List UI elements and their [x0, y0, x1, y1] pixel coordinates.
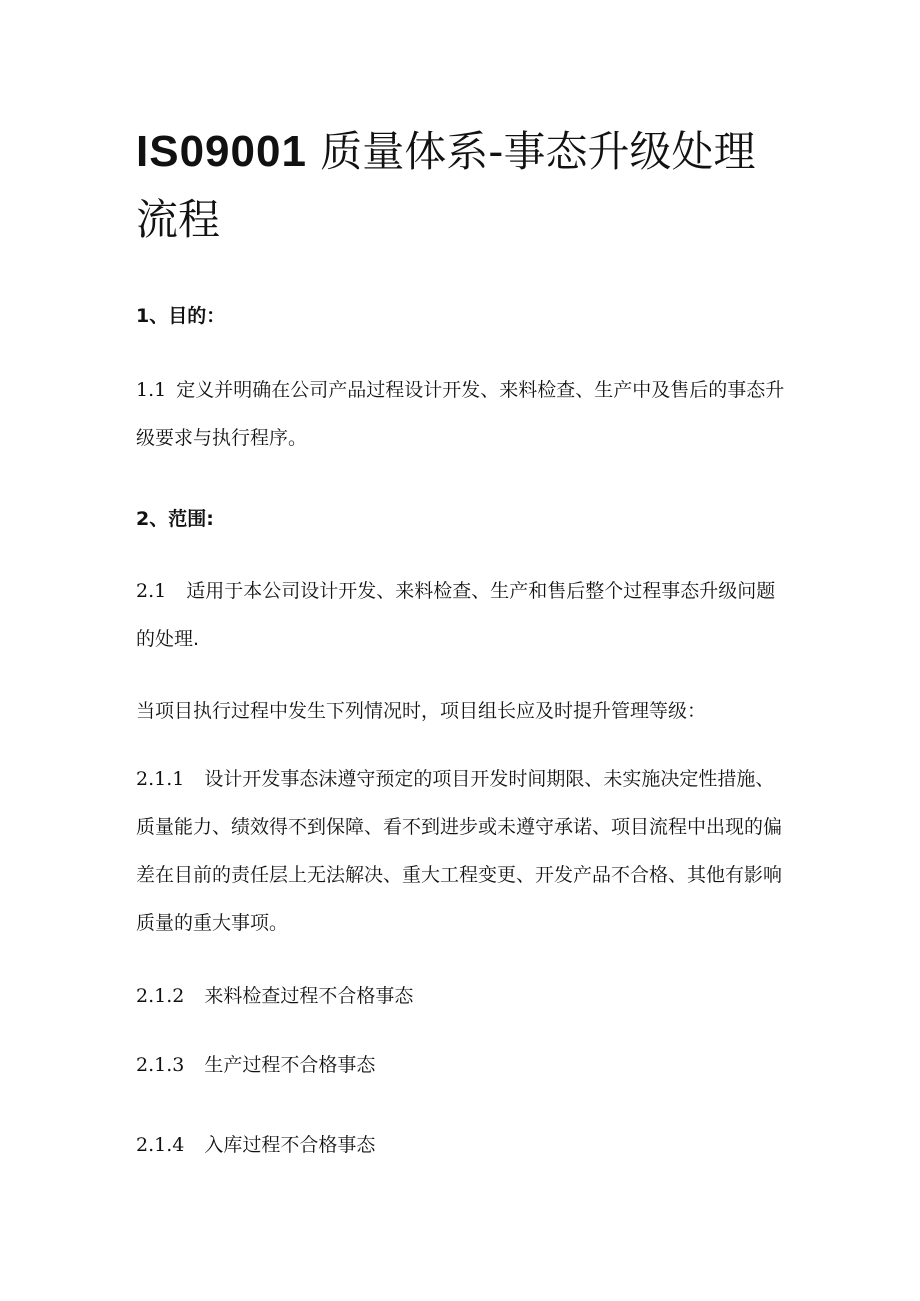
purpose-item-1-1: [136, 366, 786, 462]
scope-sub-item-2-1-1: [136, 755, 786, 947]
section-heading-scope: 2、范围:: [136, 508, 214, 530]
sub-item-number: 2.1.1: [136, 768, 185, 790]
document-title: [136, 118, 796, 254]
sub-item-text: 生产过程不合格事态: [204, 1054, 376, 1076]
item-number: 2.1: [136, 580, 167, 602]
title-text: 质量体系-事态升级处理: [306, 127, 756, 176]
scope-item-2-1: [136, 567, 786, 663]
section-heading-purpose: 1、目的：: [136, 305, 226, 327]
sub-item-text: 设计开发事态沫遵守预定的项目开发时间期限、未实施决定性措施、质量能力、绩效得不到保障、看不到进步或未遵守承诺、项目流程中出现的偏差在目前的责任层上无法解决、重大工程变更、开发产品不合格、其他有影响质量的重大事项。: [136, 768, 783, 934]
title-text-line2: 流程: [136, 195, 221, 244]
scope-sub-item-2-1-2: [136, 972, 786, 1020]
sub-item-number: 2.1.4: [136, 1134, 185, 1156]
scope-intro-text: 当项目执行过程中发生下列情况时，项目组长应及时提升管理等级：: [136, 700, 707, 722]
sub-item-text: 来料检查过程不合格事态: [204, 985, 414, 1007]
title-code: IS09001: [136, 127, 307, 176]
sub-item-number: 2.1.3: [136, 1054, 185, 1076]
sub-item-text: 入库过程不合格事态: [204, 1134, 376, 1156]
item-text: 定义并明确在公司产品过程设计开发、来料检查、生产中及售后的事态升级要求与执行程序。: [136, 379, 785, 449]
item-text: 适用于本公司设计开发、来料检查、生产和售后整个过程事态升级问题的处理.: [136, 580, 776, 650]
sub-item-number: 2.1.2: [136, 985, 185, 1007]
scope-sub-item-2-1-4: [136, 1121, 786, 1169]
item-number: 1.1: [136, 379, 167, 401]
scope-sub-item-2-1-3: [136, 1041, 786, 1089]
